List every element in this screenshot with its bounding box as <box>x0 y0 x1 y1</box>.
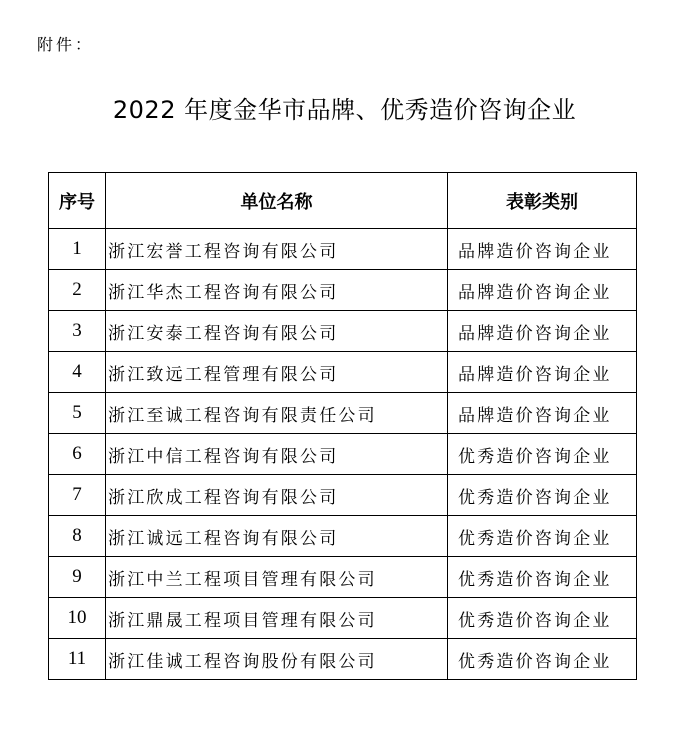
company-name-cell: 浙江鼎晟工程项目管理有限公司 <box>106 598 448 639</box>
award-category-cell: 品牌造价咨询企业 <box>448 352 637 393</box>
table-row <box>49 311 637 352</box>
serial-number-cell: 7 <box>49 475 106 516</box>
company-name-cell: 浙江安泰工程咨询有限公司 <box>106 311 448 352</box>
award-category-cell: 优秀造价咨询企业 <box>448 475 637 516</box>
award-category-cell: 优秀造价咨询企业 <box>448 557 637 598</box>
table-row <box>49 598 637 639</box>
award-category-cell: 品牌造价咨询企业 <box>448 393 637 434</box>
award-category-cell: 优秀造价咨询企业 <box>448 516 637 557</box>
serial-number-cell: 3 <box>49 311 106 352</box>
table-row <box>49 393 637 434</box>
company-name-cell: 浙江中兰工程项目管理有限公司 <box>106 557 448 598</box>
table-row <box>49 516 637 557</box>
serial-number-cell: 6 <box>49 434 106 475</box>
company-name-cell: 浙江佳诚工程咨询股份有限公司 <box>106 639 448 680</box>
table-row <box>49 434 637 475</box>
document-title: 2022 年度金华市品牌、优秀造价咨询企业 <box>112 96 577 124</box>
serial-number-cell: 1 <box>49 229 106 270</box>
company-name-cell: 浙江宏誉工程咨询有限公司 <box>106 229 448 270</box>
serial-number-cell: 4 <box>49 352 106 393</box>
header-company-name: 单位名称 <box>106 173 448 229</box>
header-serial-number: 序号 <box>49 173 106 229</box>
table-row <box>49 352 637 393</box>
award-category-cell: 品牌造价咨询企业 <box>448 270 637 311</box>
table-row <box>49 270 637 311</box>
table-body <box>49 229 637 680</box>
header-award-category: 表彰类别 <box>448 173 637 229</box>
company-name-cell: 浙江致远工程管理有限公司 <box>106 352 448 393</box>
award-category-cell: 优秀造价咨询企业 <box>448 639 637 680</box>
serial-number-cell: 2 <box>49 270 106 311</box>
table-header-row <box>49 173 637 229</box>
table-row <box>49 557 637 598</box>
award-table <box>48 172 637 680</box>
company-name-cell: 浙江华杰工程咨询有限公司 <box>106 270 448 311</box>
company-name-cell: 浙江中信工程咨询有限公司 <box>106 434 448 475</box>
serial-number-cell: 10 <box>49 598 106 639</box>
award-category-cell: 品牌造价咨询企业 <box>448 311 637 352</box>
company-name-cell: 浙江至诚工程咨询有限责任公司 <box>106 393 448 434</box>
attachment-label: 附件： <box>37 35 95 54</box>
serial-number-cell: 11 <box>49 639 106 680</box>
table-row <box>49 475 637 516</box>
award-category-cell: 优秀造价咨询企业 <box>448 434 637 475</box>
table-header <box>49 173 637 229</box>
serial-number-cell: 9 <box>49 557 106 598</box>
company-name-cell: 浙江欣成工程咨询有限公司 <box>106 475 448 516</box>
company-name-cell: 浙江诚远工程咨询有限公司 <box>106 516 448 557</box>
award-category-cell: 优秀造价咨询企业 <box>448 598 637 639</box>
award-category-cell: 品牌造价咨询企业 <box>448 229 637 270</box>
serial-number-cell: 8 <box>49 516 106 557</box>
table-row <box>49 639 637 680</box>
table-row <box>49 229 637 270</box>
serial-number-cell: 5 <box>49 393 106 434</box>
